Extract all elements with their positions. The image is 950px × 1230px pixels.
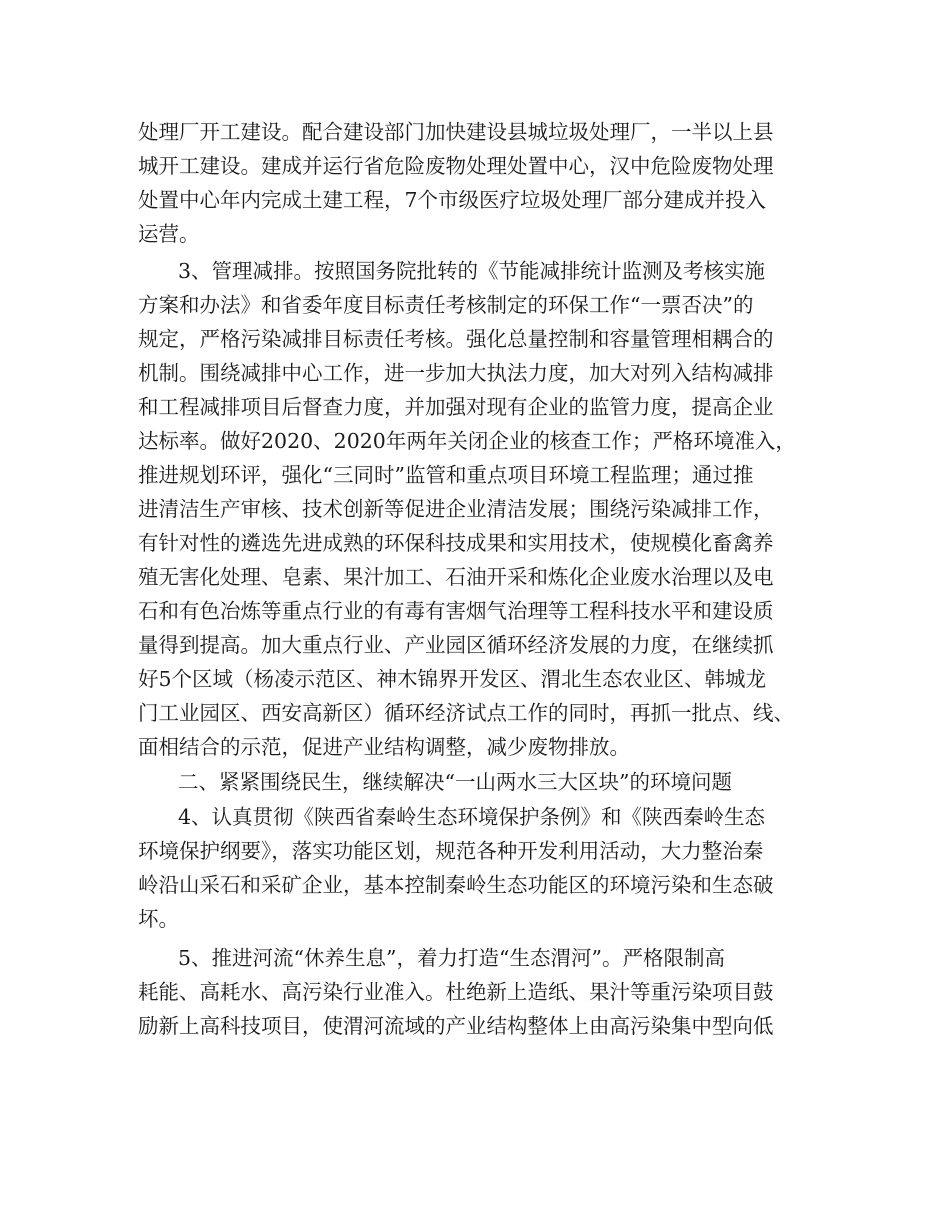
section-heading: 二、紧紧围绕民生，继续解决“一山两水三大区块”的环境问题 xyxy=(178,770,732,794)
text-line: 有针对性的遴选先进成熟的环保科技成果和实用技术，使规模化畜禽养 xyxy=(138,531,774,555)
text-line: 门工业园区、西安高新区）循环经济试点工作的同时，再抓一批点、线、 xyxy=(138,701,794,725)
text-line: 殖无害化处理、皂素、果汁加工、石油开采和炼化企业废水治理以及电 xyxy=(138,565,774,589)
text-line: 进清洁生产审核、技术创新等促进企业清洁发展；围绕污染减排工作， xyxy=(138,497,774,521)
paragraph-start-line: 4、认真贯彻《陕西省秦岭生态环境保护条例》和《陕西秦岭生态 xyxy=(178,805,766,829)
text-line: 城开工建设。建成并运行省危险废物处理处置中心，汉中危险废物处理 xyxy=(138,154,774,178)
text-line: 运营。 xyxy=(138,222,200,246)
text-line: 石和有色冶炼等重点行业的有毒有害烟气治理等工程科技水平和建设质 xyxy=(138,599,774,623)
text-line: 励新上高科技项目，使渭河流域的产业结构整体上由高污染集中型向低 xyxy=(138,1014,774,1038)
text-line: 推进规划环评，强化“三同时”监管和重点项目环境工程监理；通过推 xyxy=(138,463,754,487)
paragraph-start-line: 3、管理减排。按照国务院批转的《节能减排统计监测及考核实施 xyxy=(178,259,766,283)
text-line: 处理厂开工建设。配合建设部门加快建设县城垃圾处理厂，一半以上县 xyxy=(138,120,774,144)
text-line: 方案和办法》和省委年度目标责任考核制定的环保工作“一票否决”的 xyxy=(138,293,754,317)
text-line: 和工程减排项目后督查力度，并加强对现有企业的监管力度，提高企业 xyxy=(138,395,774,419)
paragraph-start-line: 5、推进河流“休养生息”，着力打造“生态渭河”。严格限制高 xyxy=(178,946,725,970)
text-line: 处置中心年内完成土建工程，7个市级医疗垃圾处理厂部分建成并投入 xyxy=(138,188,767,212)
text-line: 面相结合的示范，促进产业结构调整，减少废物排放。 xyxy=(138,735,630,759)
text-line: 达标率。做好2020、2020年两年关闭企业的核查工作；严格环境准入， xyxy=(138,429,796,453)
text-line: 规定，严格污染减排目标责任考核。强化总量控制和容量管理相耦合的 xyxy=(138,327,774,351)
text-line: 好5个区域（杨凌示范区、神木锦界开发区、渭北生态农业区、韩城龙 xyxy=(138,667,767,691)
text-line: 量得到提高。加大重点行业、产业园区循环经济发展的力度，在继续抓 xyxy=(138,633,774,657)
text-line: 岭沿山采石和采矿企业，基本控制秦岭生态功能区的环境污染和生态破 xyxy=(138,873,774,897)
text-line: 耗能、高耗水、高污染行业准入。杜绝新上造纸、果汁等重污染项目鼓 xyxy=(138,980,774,1004)
text-line: 环境保护纲要》，落实功能区划，规范各种开发利用活动，大力整治秦 xyxy=(138,839,764,863)
text-line: 坏。 xyxy=(138,907,179,931)
text-line: 机制。围绕减排中心工作，进一步加大执法力度，加大对列入结构减排 xyxy=(138,361,774,385)
